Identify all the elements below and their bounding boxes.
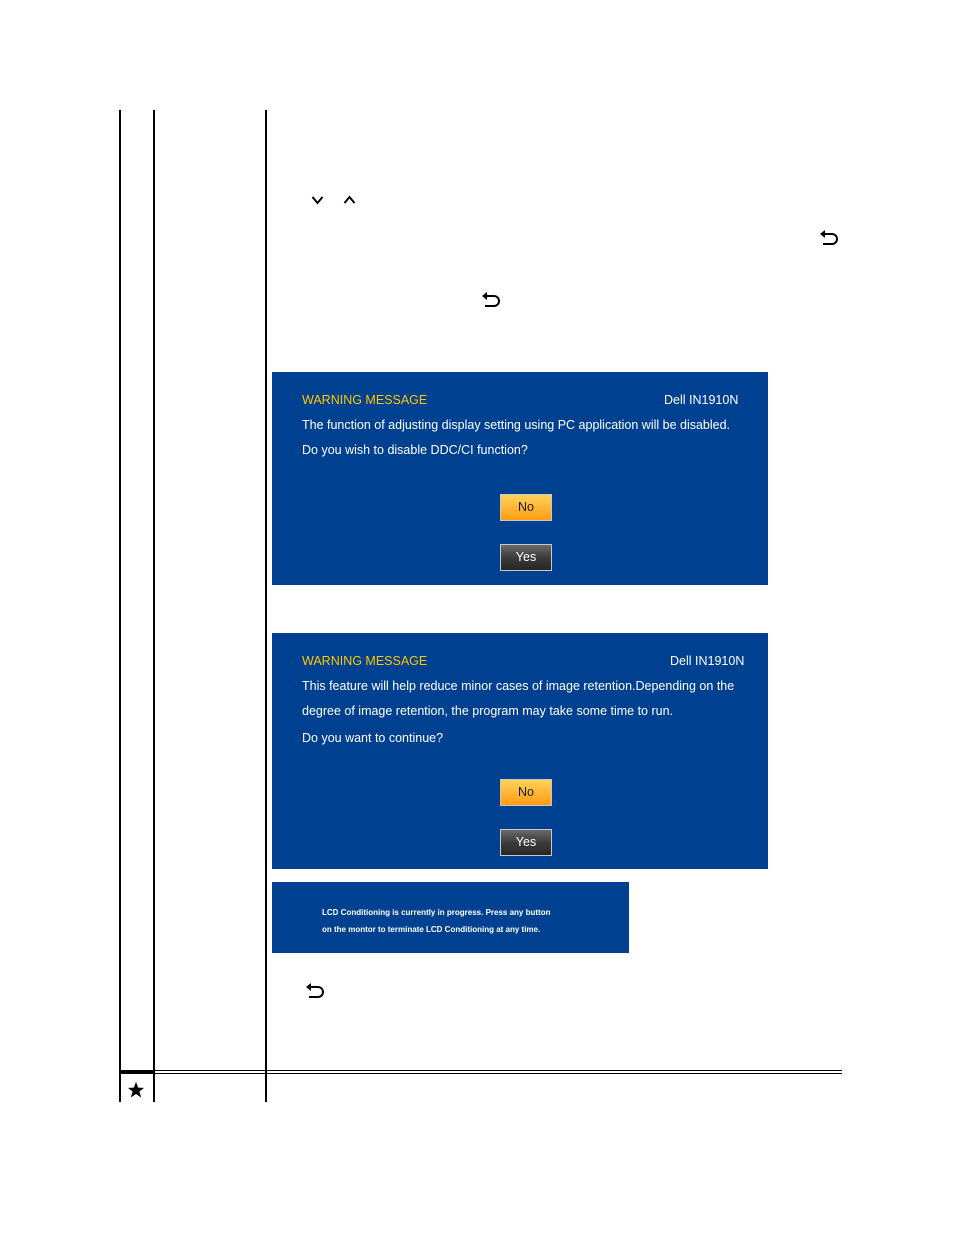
table-row-separator [119, 1070, 842, 1071]
table-border-middle [265, 110, 267, 1102]
no-button[interactable]: No [500, 494, 552, 521]
lcd-conditioning-warning-dialog [272, 633, 768, 869]
dialog-text-line: Do you want to continue? [302, 731, 444, 745]
no-button[interactable]: No [500, 779, 552, 806]
back-arrow-icon [481, 290, 501, 308]
chevron-down-icon [311, 195, 324, 205]
back-arrow-icon [819, 228, 839, 246]
table-border-left-inner [153, 110, 155, 1102]
ddc-warning-dialog [272, 372, 768, 585]
progress-text-line: on the montor to terminate LCD Conditioning at any time. [322, 925, 541, 934]
table-border-left-outer [119, 110, 121, 1102]
warning-title: WARNING MESSAGE [302, 654, 428, 668]
dialog-text-line: The function of adjusting display setting using PC application will be disabled. [302, 418, 731, 432]
lcd-conditioning-progress-panel [272, 882, 629, 953]
chevron-up-icon [343, 195, 356, 205]
progress-text-line: LCD Conditioning is currently in progress. Press any button [322, 908, 551, 917]
back-arrow-icon [305, 981, 325, 999]
table-row-separator-2 [119, 1073, 842, 1074]
model-name: Dell IN1910N [670, 654, 745, 668]
dialog-text-line: This feature will help reduce minor cases of image retention.Depending on the [302, 679, 735, 693]
dialog-text-line: degree of image retention, the program may take some time to run. [302, 704, 674, 718]
star-icon [127, 1081, 145, 1099]
warning-title: WARNING MESSAGE [302, 393, 428, 407]
table-row-separator-stub-left [119, 1070, 155, 1074]
model-name: Dell IN1910N [664, 393, 739, 407]
dialog-text-line: Do you wish to disable DDC/CI function? [302, 443, 528, 457]
yes-button[interactable]: Yes [500, 544, 552, 571]
yes-button[interactable]: Yes [500, 829, 552, 856]
